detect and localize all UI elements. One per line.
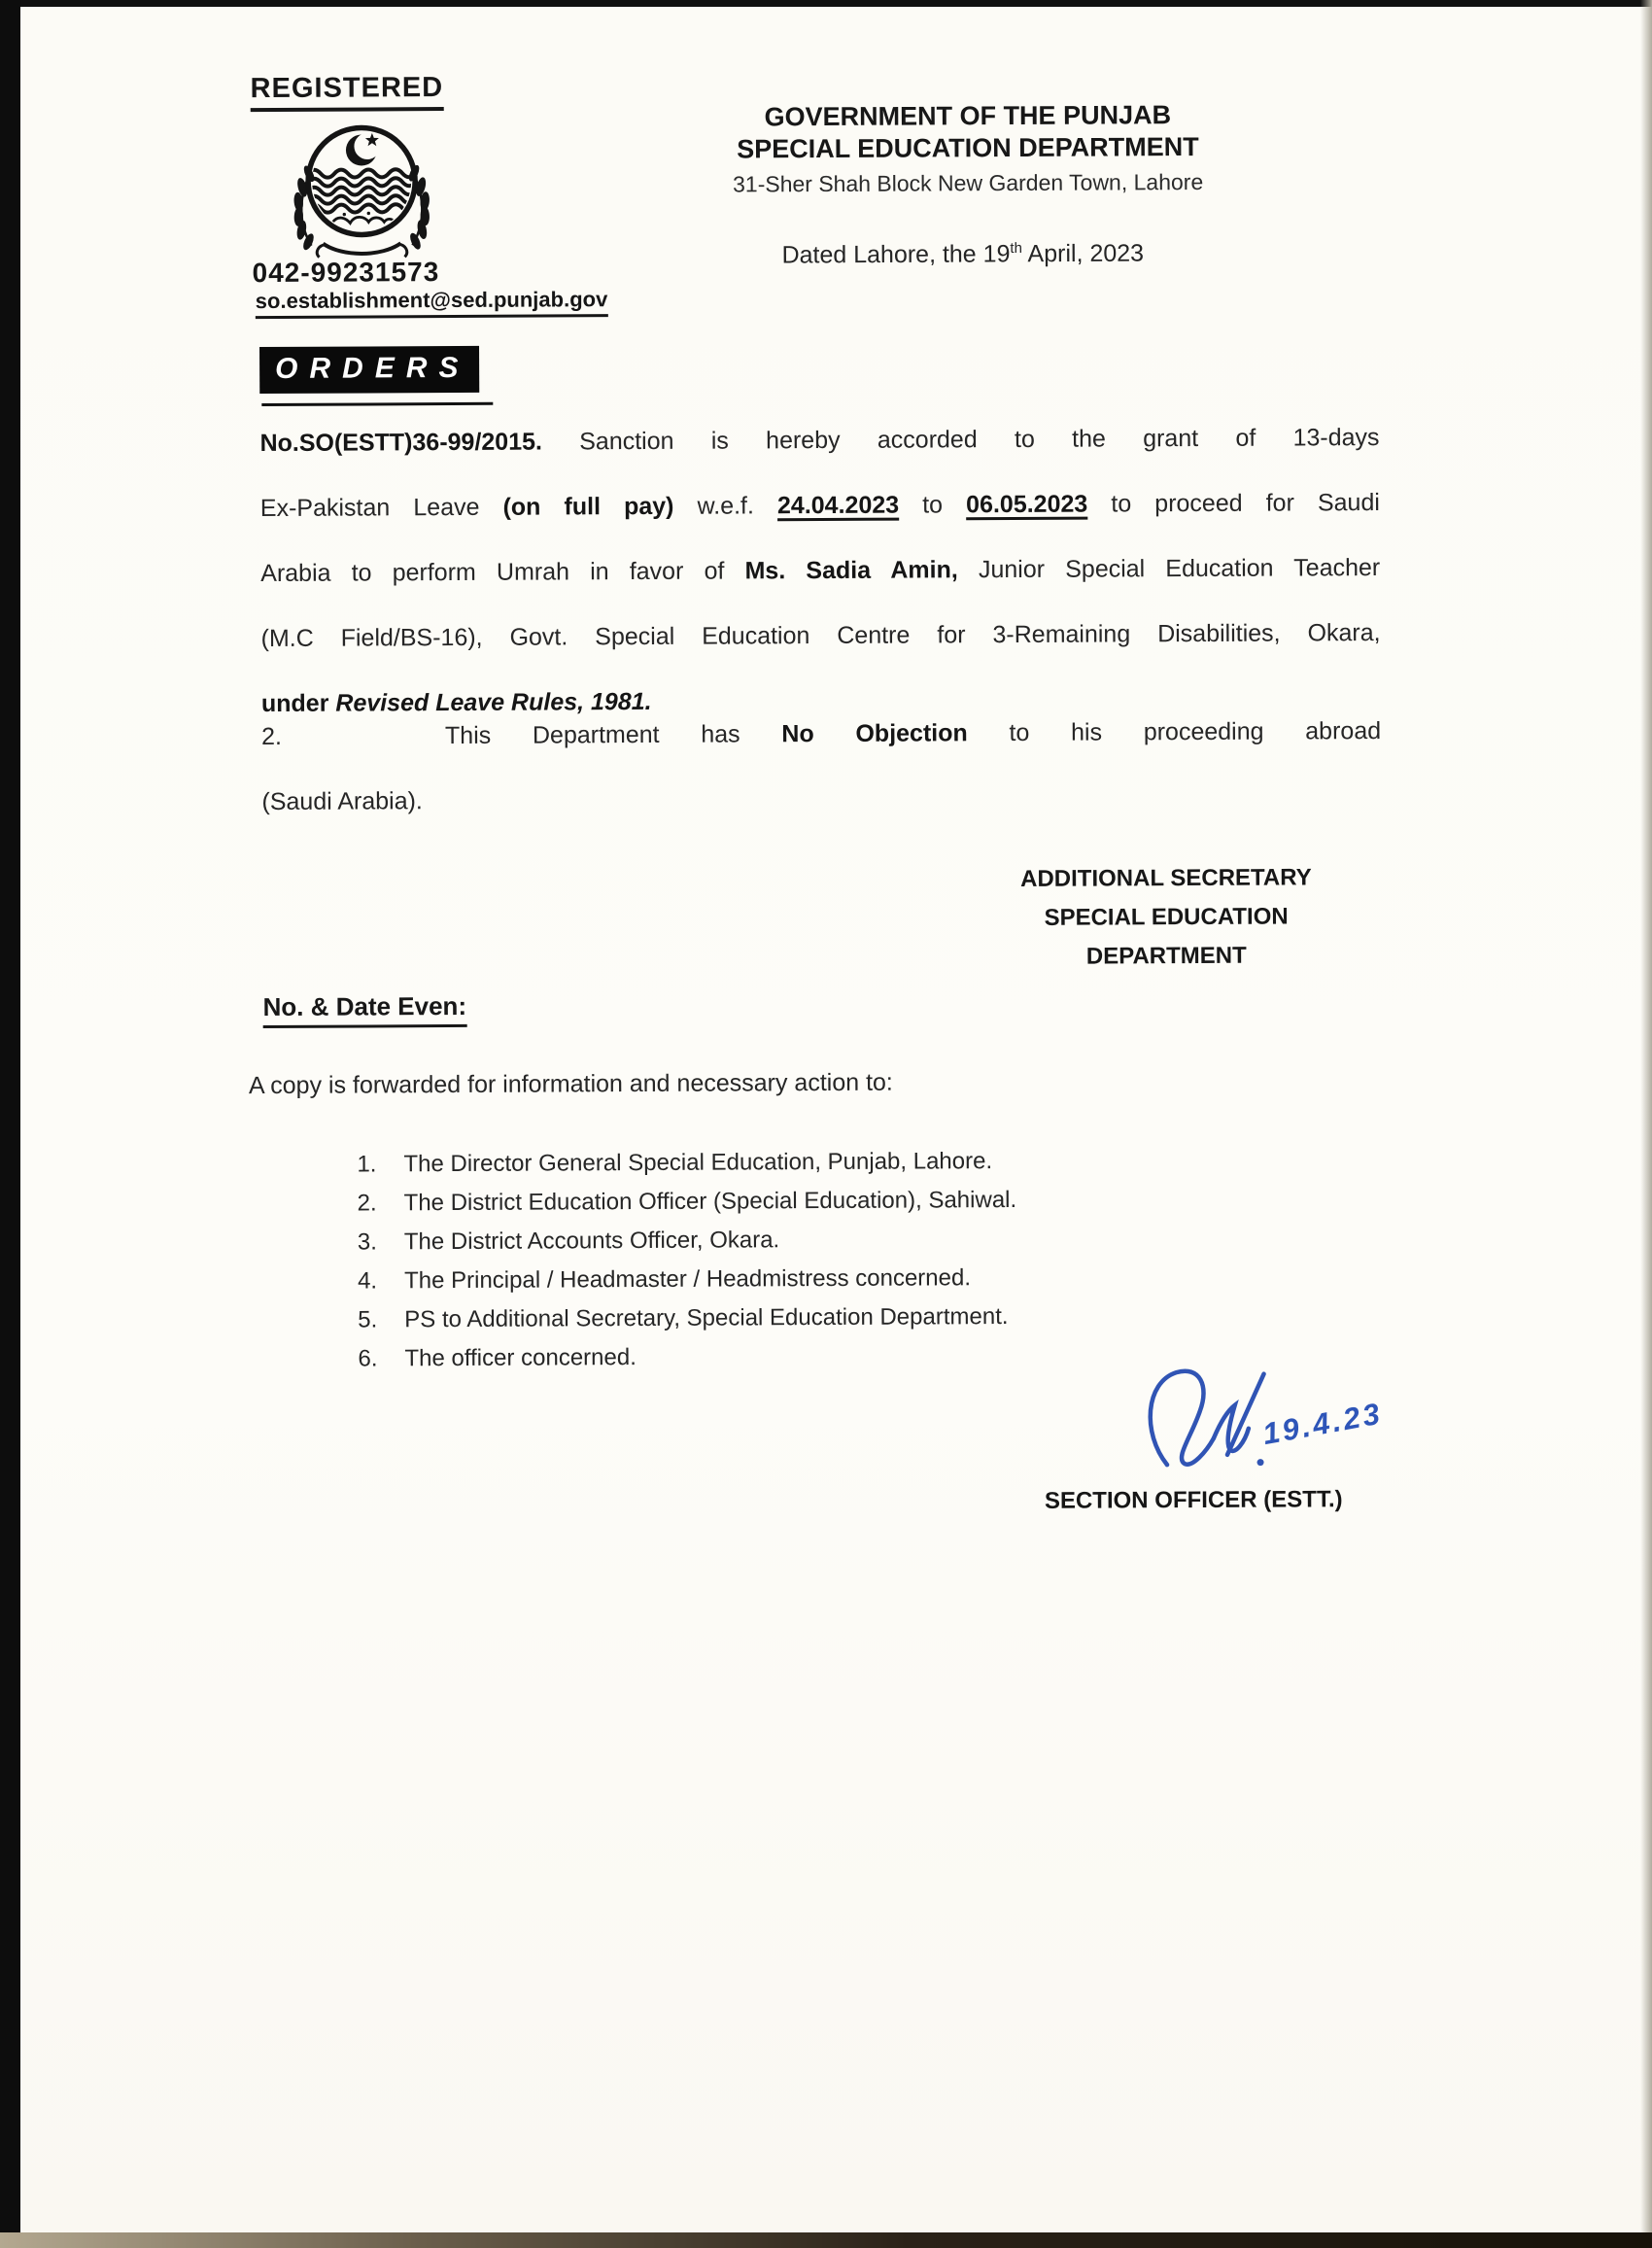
order-text: to his proceeding abroad xyxy=(967,717,1382,747)
scan-edge-bottom xyxy=(0,2232,1652,2248)
order-text-bold: under xyxy=(260,689,336,718)
orders-heading: ORDERS xyxy=(259,346,480,394)
order-text-bold: (on full pay) xyxy=(502,492,674,521)
copy-forwarded-line: A copy is forwarded for information and necessary action to: xyxy=(248,1068,893,1100)
paragraph-number: 2. xyxy=(261,722,283,751)
order-text: w.e.f. xyxy=(673,492,778,520)
cc-item-number: 4. xyxy=(357,1267,378,1295)
order-text: This Department has xyxy=(444,720,782,750)
department-header xyxy=(676,99,1260,201)
cc-item xyxy=(358,1336,1017,1379)
signatory-line2: SPECIAL EDUCATION xyxy=(1044,903,1289,931)
handwritten-sign-date: 19.4.23 xyxy=(1259,1396,1386,1452)
cc-item xyxy=(358,1297,1017,1340)
cc-item xyxy=(358,1259,1017,1301)
cc-item-number: 5. xyxy=(358,1306,378,1333)
cc-item-number: 3. xyxy=(357,1228,377,1256)
cc-item-text: The Director General Special Education, Punjab, Lahore. xyxy=(403,1148,993,1178)
department-address: 31-Sher Shah Block New Garden Town, Lahore xyxy=(733,168,1204,197)
order-reference-number: No.SO(ESTT)36-99/2015. xyxy=(259,428,542,458)
cc-item-number: 6. xyxy=(358,1345,378,1372)
order-text: (M.C Field/BS-16), Govt. Special Education Centre for 3-Remaining Disabilities, Okara, xyxy=(260,619,1381,653)
order-text: Sanction is hereby accorded to the grant of 13-days xyxy=(541,424,1380,456)
registered-label: REGISTERED xyxy=(251,72,444,112)
order-paragraph-2-lastline: (Saudi Arabia). xyxy=(261,787,423,816)
cc-item-text: PS to Additional Secretary, Special Education Department. xyxy=(404,1303,1009,1333)
signatory-line3: DEPARTMENT xyxy=(1085,942,1247,970)
orders-underline xyxy=(261,402,493,406)
cc-item xyxy=(357,1142,1016,1185)
order-text: to proceed for Saudi xyxy=(1087,489,1380,518)
order-paragraph-1 xyxy=(259,405,1380,672)
employee-name: Ms. Sadia Amin, xyxy=(744,556,958,585)
scan-edge-right xyxy=(1640,0,1652,2248)
number-date-even-label: No. & Date Even: xyxy=(262,991,466,1028)
order-text: Ex-Pakistan Leave xyxy=(259,493,503,523)
date-line xyxy=(781,239,1144,269)
order-paragraph-2 xyxy=(261,699,1381,770)
govt-title-line1: GOVERNMENT OF THE PUNJAB xyxy=(764,100,1172,132)
punjab-emblem-icon xyxy=(274,117,450,270)
order-text: Junior Special Education Teacher xyxy=(957,554,1381,584)
email-address: so.establishment@sed.punjab.gov xyxy=(256,287,608,319)
leave-end-date: 06.05.2023 xyxy=(966,490,1088,519)
cc-item xyxy=(358,1181,1017,1224)
cc-item-text: The officer concerned. xyxy=(404,1344,637,1372)
cc-item-text: The Principal / Headmaster / Headmistress concerned. xyxy=(403,1264,972,1295)
cc-item xyxy=(358,1220,1017,1262)
section-officer-title: SECTION OFFICER (ESTT.) xyxy=(1044,1486,1343,1514)
cc-list xyxy=(357,1142,1017,1379)
leave-rules-reference: Revised Leave Rules, 1981. xyxy=(335,687,652,717)
signatory-designation-block xyxy=(991,858,1342,977)
phone-number: 042-99231573 xyxy=(252,257,440,289)
order-text: to xyxy=(899,491,967,519)
date-ordinal-suffix: th xyxy=(1010,239,1022,257)
govt-title-line2: SPECIAL EDUCATION DEPARTMENT xyxy=(737,131,1199,164)
cc-item-number: 1. xyxy=(357,1151,377,1178)
scan-edge-top xyxy=(0,0,1652,7)
cc-item-number: 2. xyxy=(357,1190,377,1217)
no-objection-text: No Objection xyxy=(781,719,968,748)
cc-item-text: The District Education Officer (Special Education), Sahiwal. xyxy=(403,1186,1017,1217)
scan-edge-left xyxy=(0,0,20,2248)
date-prefix: Dated Lahore, the 19 xyxy=(781,240,1011,269)
date-suffix: April, 2023 xyxy=(1021,239,1145,268)
signatory-line1: ADDITIONAL SECRETARY xyxy=(1020,864,1312,892)
cc-item-text: The District Accounts Officer, Okara. xyxy=(403,1227,780,1256)
leave-start-date: 24.04.2023 xyxy=(776,491,900,520)
order-text: Arabia to perform Umrah in favor of xyxy=(260,557,745,588)
